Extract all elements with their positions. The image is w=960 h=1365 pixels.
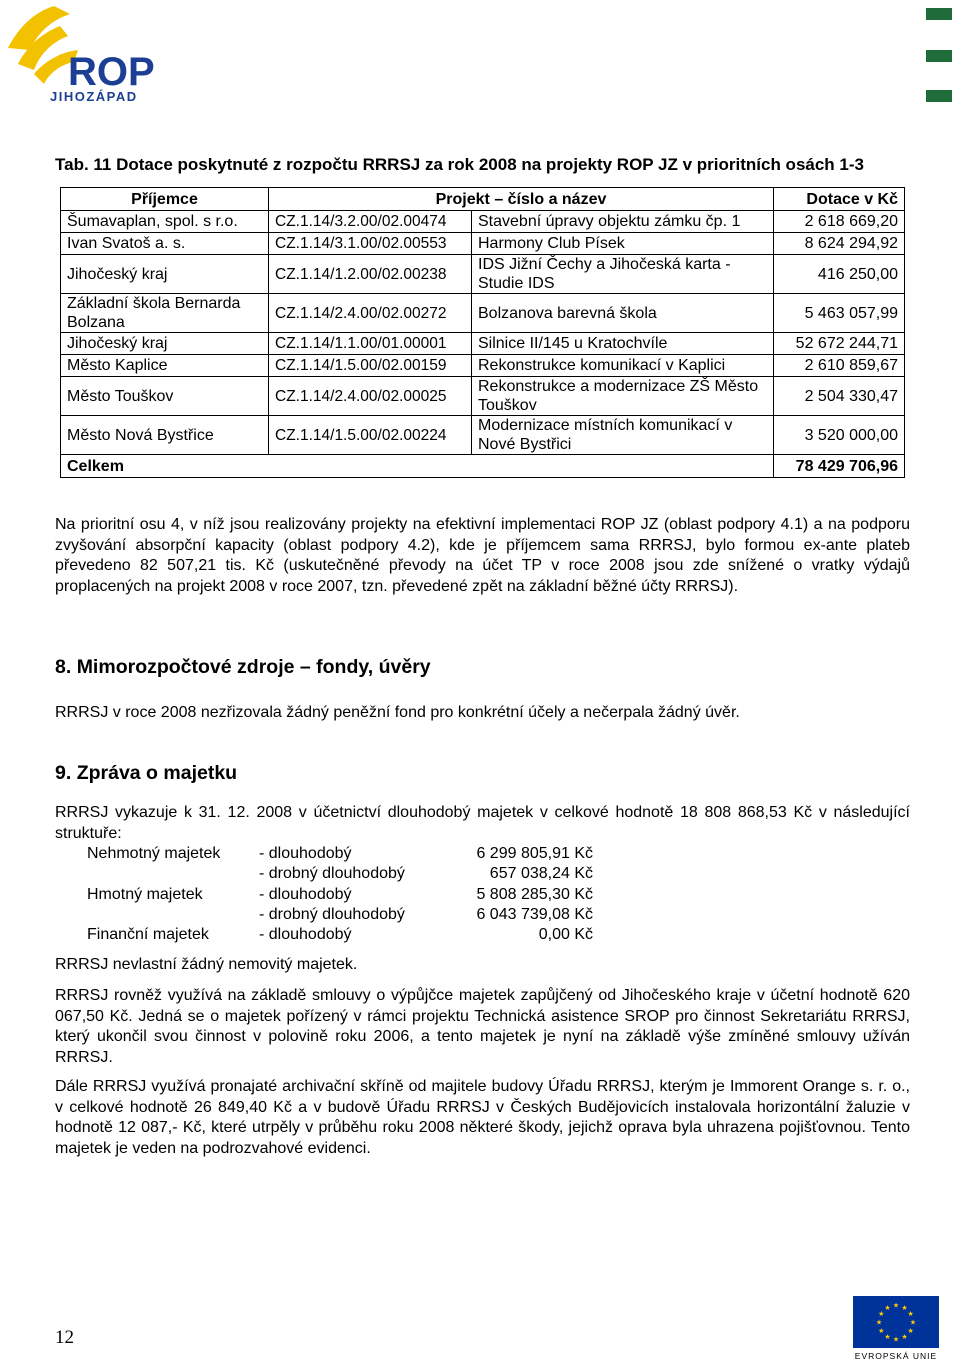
header-amount: Dotace v Kč: [774, 188, 905, 211]
asset-value: 0,00 Kč: [538, 926, 593, 944]
eu-star-icon: ★: [875, 1319, 883, 1327]
section-title: Zpráva o majetku: [76, 762, 238, 784]
loan-paragraph: RRRSJ rovněž využívá na základě smlouvy o výpůjčce majetek zapůjčený od Jihočeského kraje v účetní hodnotě 620 067,50 Kč. Jedná se o majetek pořízený v rámci projektu Technická asistence SROP pro činnost Sekretariátu RRRSJ, který ukončil svou činnost v polovině roku 2006, a tento majetek je nyní na základě výše zmíněné smlouvy užíván RRRSJ.: [55, 987, 910, 1066]
section-9-heading: [55, 762, 237, 785]
asset-type: - dlouhodobý: [259, 926, 352, 944]
project-name-cell: Modernizace místních komunikací v Nové Bystřici: [472, 416, 774, 455]
header-recipient: Příjemce: [61, 188, 269, 211]
asset-value: 5 808 285,30 Kč: [476, 885, 593, 903]
table-caption: Tab. 11 Dotace poskytnuté z rozpočtu RRRSJ za rok 2008 na projekty ROP JZ v prioritních osách 1-3: [55, 155, 864, 174]
table-row: [61, 211, 905, 233]
eu-star-icon: ★: [884, 1304, 891, 1312]
asset-category: Hmotný majetek: [87, 885, 203, 903]
section-8-text: RRRSJ v roce 2008 nezřizovala žádný peněžní fond pro konkrétní účely a nečerpala žádný úvěr.: [55, 704, 740, 721]
project-code-cell: CZ.1.14/1.2.00/02.00238: [269, 255, 472, 294]
eu-star-icon: ★: [878, 1328, 885, 1335]
rop-logo: [4, 4, 156, 104]
corner-bar: [926, 90, 952, 102]
corner-bar: [926, 50, 952, 62]
asset-category: [87, 864, 259, 884]
project-name-cell: IDS Jižní Čechy a Jihočeská karta - Studie IDS: [472, 255, 774, 294]
project-code-cell: CZ.1.14/1.1.00/01.00001: [269, 333, 472, 355]
amount-cell: 8 624 294,92: [774, 233, 905, 255]
amount-cell: 3 520 000,00: [774, 416, 905, 455]
asset-type: - drobný dlouhodobý: [259, 906, 405, 924]
amount-cell: 2 610 859,67: [774, 355, 905, 377]
asset-row: [87, 864, 593, 884]
eu-star-icon: ★: [892, 1302, 900, 1310]
section-number: 9.: [55, 762, 72, 784]
assets-intro: RRRSJ vykazuje k 31. 12. 2008 v účetnictví dlouhodobý majetek v celkové hodnotě 18 808 868,53 Kč v následující struktuře:: [55, 804, 910, 842]
amount-cell: 2 504 330,47: [774, 377, 905, 416]
project-code-cell: CZ.1.14/1.5.00/02.00159: [269, 355, 472, 377]
asset-row: [87, 925, 593, 945]
project-code-cell: CZ.1.14/2.4.00/02.00025: [269, 377, 472, 416]
eu-star-icon: ★: [907, 1328, 914, 1335]
eu-flag-logo: [853, 1296, 939, 1360]
asset-category: Finanční majetek: [87, 926, 209, 944]
project-code-cell: CZ.1.14/2.4.00/02.00272: [269, 294, 472, 333]
asset-category: Nehmotný majetek: [87, 845, 221, 863]
table-row: [61, 416, 905, 455]
table-row: [61, 377, 905, 416]
recipient-cell: Základní škola Bernarda Bolzana: [61, 294, 269, 333]
section-title: Mimorozpočtové zdroje – fondy, úvěry: [76, 656, 431, 678]
table-row: [61, 355, 905, 377]
asset-value: 657 038,24 Kč: [489, 865, 593, 883]
asset-type: - drobný dlouhodobý: [259, 865, 405, 883]
corner-bar: [926, 8, 952, 20]
eu-star-icon: ★: [878, 1311, 885, 1318]
project-code-cell: CZ.1.14/3.2.00/02.00474: [269, 211, 472, 233]
project-code-cell: CZ.1.14/1.5.00/02.00224: [269, 416, 472, 455]
section-number: 8.: [55, 656, 72, 678]
recipient-cell: Šumavaplan, spol. s r.o.: [61, 211, 269, 233]
asset-type: - dlouhodobý: [259, 845, 352, 863]
project-code-cell: CZ.1.14/3.1.00/02.00553: [269, 233, 472, 255]
recipient-cell: Ivan Svatoš a. s.: [61, 233, 269, 255]
no-property-text: RRRSJ nevlastní žádný nemovitý majetek.: [55, 956, 358, 973]
asset-row: [87, 885, 593, 905]
recipient-cell: Město Nová Bystřice: [61, 416, 269, 455]
project-name-cell: Rekonstrukce a modernizace ZŠ Město Touškov: [472, 377, 774, 416]
recipient-cell: Jihočeský kraj: [61, 333, 269, 355]
table-row: [61, 233, 905, 255]
amount-cell: 52 672 244,71: [774, 333, 905, 355]
lease-paragraph: Dále RRRSJ využívá pronajaté archivační skříně od majitele budovy Úřadu RRRSJ, kterým je Immorent Orange s. r. o., v celkové hodnotě 26 849,40 Kč a v budově Úřadu RRRSJ v Českých Budějovicích instalovala horizontální žaluzie v hodnotě 12 087,- Kč, které utrpěly v průběhu roku 2008 některé škody, jejichž oprava byla uhrazena pojišťovnou. Tento majetek je veden na podrozvahové evidenci.: [55, 1078, 910, 1157]
asset-type: - dlouhodobý: [259, 885, 352, 903]
asset-value: 6 299 805,91 Kč: [476, 845, 593, 863]
header-project: Projekt – číslo a název: [269, 188, 774, 211]
project-name-cell: Stavební úpravy objektu zámku čp. 1: [472, 211, 774, 233]
asset-category: [87, 905, 259, 925]
table-header-row: [61, 188, 905, 211]
logo-subtext: JIHOZÁPAD: [50, 89, 138, 104]
table-row: [61, 333, 905, 355]
project-name-cell: Rekonstrukce komunikací v Kaplici: [472, 355, 774, 377]
eu-star-icon: ★: [901, 1334, 908, 1342]
recipient-cell: Město Kaplice: [61, 355, 269, 377]
grants-table: [60, 187, 905, 478]
table-row: [61, 294, 905, 333]
corner-decoration: [926, 8, 952, 102]
eu-star-icon: ★: [907, 1311, 914, 1318]
amount-cell: 416 250,00: [774, 255, 905, 294]
total-amount: 78 429 706,96: [774, 455, 905, 478]
asset-value: 6 043 739,08 Kč: [476, 906, 593, 924]
asset-row: [87, 905, 593, 925]
project-name-cell: Silnice II/145 u Kratochvíle: [472, 333, 774, 355]
axis4-paragraph: Na prioritní osu 4, v níž jsou realizovány projekty na efektivní implementaci ROP JZ (oblast podpory 4.1) a na podporu zvyšování absorpční kapacity (oblast podpory 4.2), kde je příjemcem sama RRRSJ, bylo formou ex-ante plateb převedeno 82 507,21 tis. Kč (uskutečněné převody na účet TP v roce 2008 jsou zde snížené o vratky výdajů proplacených na projekt 2008 v roce 2007, tzn. převedené zpět na základní běžné účty RRRSJ).: [55, 516, 910, 595]
eu-star-icon: ★: [884, 1334, 891, 1342]
asset-row: [87, 844, 593, 864]
project-name-cell: Bolzanova barevná škola: [472, 294, 774, 333]
logo-text: ROP: [68, 50, 155, 94]
recipient-cell: Město Touškov: [61, 377, 269, 416]
total-label: Celkem: [61, 455, 774, 478]
page-number: 12: [55, 1327, 74, 1348]
eu-star-icon: ★: [901, 1304, 908, 1312]
eu-star-icon: ★: [909, 1319, 917, 1327]
amount-cell: 5 463 057,99: [774, 294, 905, 333]
amount-cell: 2 618 669,20: [774, 211, 905, 233]
table-row: [61, 255, 905, 294]
eu-star-icon: ★: [892, 1336, 900, 1344]
total-row: [61, 455, 905, 478]
eu-label: EVROPSKÁ UNIE: [854, 1351, 938, 1360]
recipient-cell: Jihočeský kraj: [61, 255, 269, 294]
project-name-cell: Harmony Club Písek: [472, 233, 774, 255]
section-8-heading: [55, 656, 431, 679]
assets-table: [87, 844, 593, 945]
